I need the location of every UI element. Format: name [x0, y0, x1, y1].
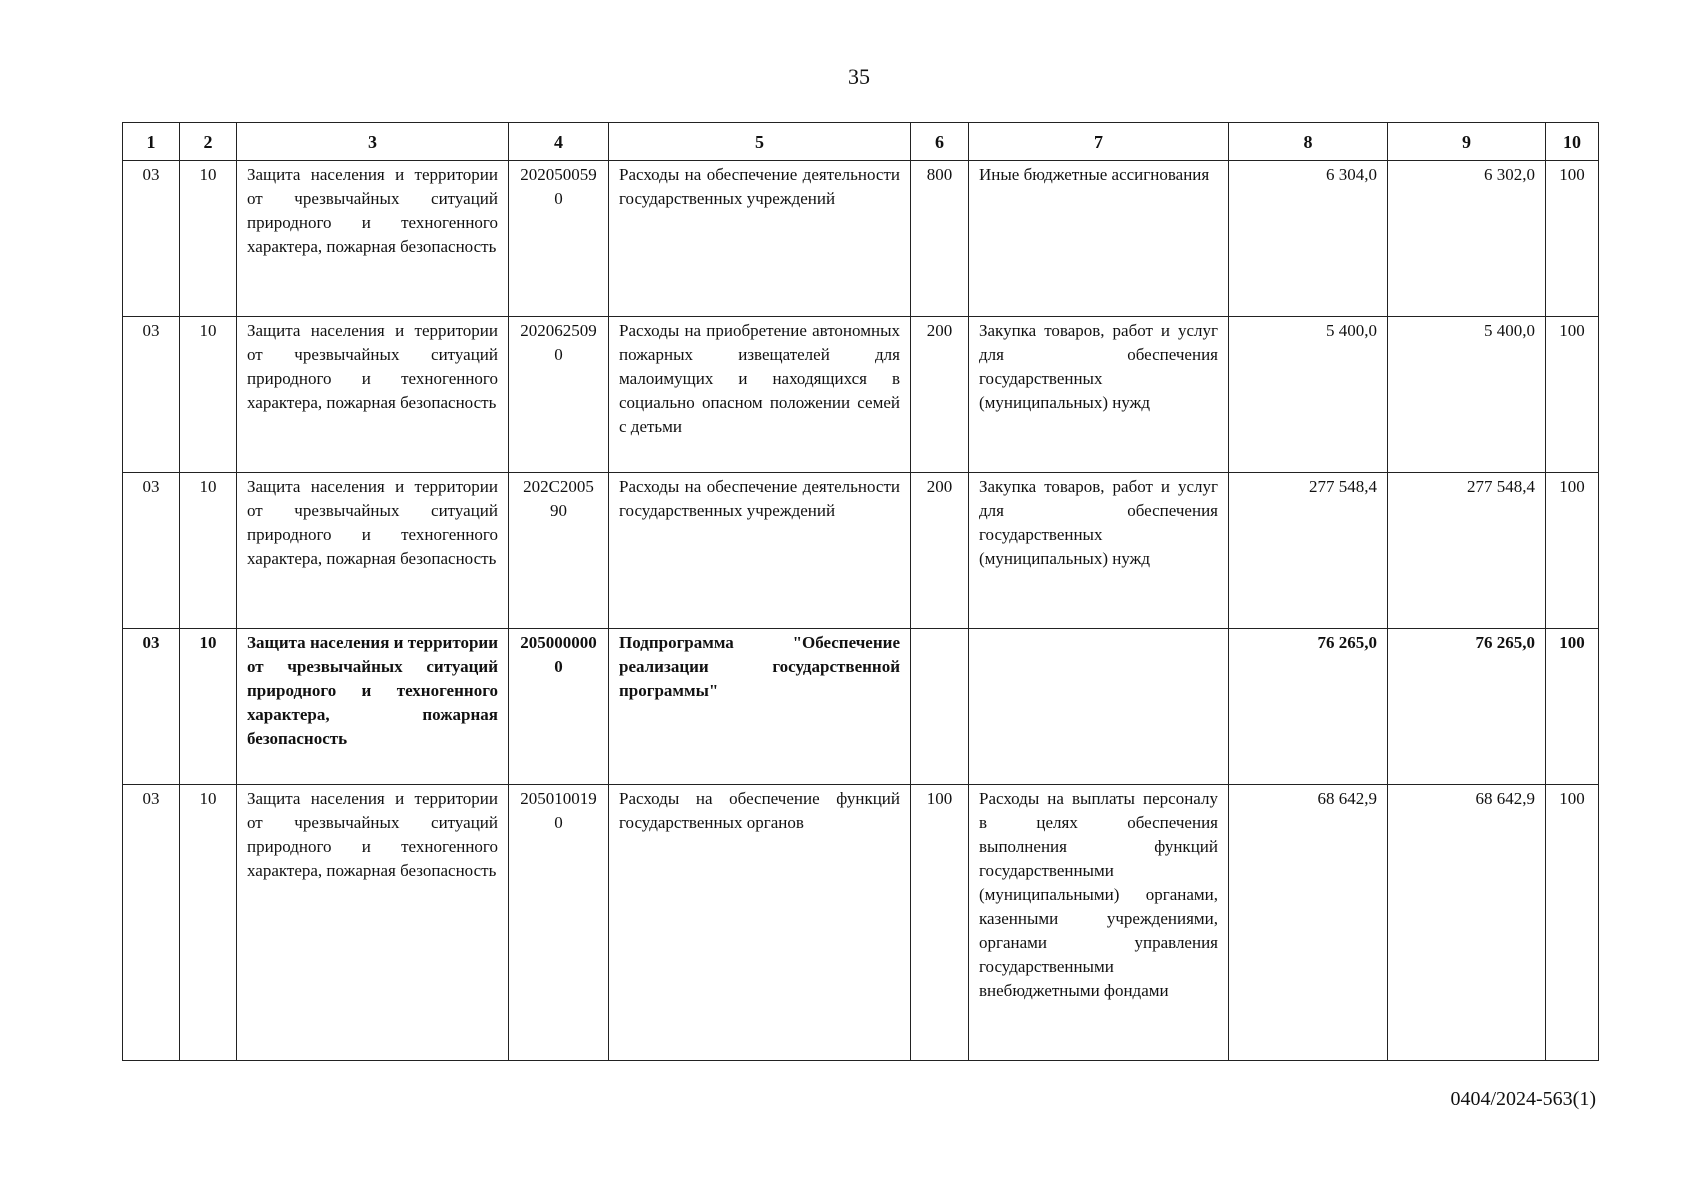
target-code: 2050000000: [509, 629, 609, 785]
target-code: 2020625090: [509, 317, 609, 473]
table-row: [123, 785, 1599, 1061]
planned-amount: 68 642,9: [1229, 785, 1388, 1061]
table-row: [123, 317, 1599, 473]
target-name: Расходы на обеспечение деятельности государственных учреждений: [609, 473, 911, 629]
expense-type-name: Иные бюджетные ассигнования: [969, 161, 1229, 317]
header-cell: 2: [180, 123, 237, 161]
target-code: 2050100190: [509, 785, 609, 1061]
document-code: 0404/2024-563(1): [1450, 1088, 1596, 1110]
execution-percent: 100: [1546, 629, 1599, 785]
target-code: 202С200590: [509, 473, 609, 629]
header-cell: 4: [509, 123, 609, 161]
target-name: Расходы на обеспечение деятельности государственных учреждений: [609, 161, 911, 317]
header-cell: 7: [969, 123, 1229, 161]
execution-percent: 100: [1546, 785, 1599, 1061]
header-cell: 3: [237, 123, 509, 161]
target-code: 2020500590: [509, 161, 609, 317]
target-name: Подпрограмма "Обеспечение реализации государственной программы": [609, 629, 911, 785]
header-cell: 8: [1229, 123, 1388, 161]
section-name: Защита населения и территории от чрезвычайных ситуаций природного и техногенного характера, пожарная безопасность: [237, 161, 509, 317]
execution-percent: 100: [1546, 161, 1599, 317]
expense-type-name: Закупка товаров, работ и услуг для обеспечения государственных (муниципальных) нужд: [969, 317, 1229, 473]
table-body: [123, 161, 1599, 1061]
header-cell: 10: [1546, 123, 1599, 161]
expense-type-name: Расходы на выплаты персоналу в целях обеспечения выполнения функций государственными (муниципальными) органами, казенными учреждениями, органами управления государственными внебюджетными фондами: [969, 785, 1229, 1061]
subsection-code: 10: [180, 629, 237, 785]
target-name: Расходы на обеспечение функций государственных органов: [609, 785, 911, 1061]
planned-amount: 5 400,0: [1229, 317, 1388, 473]
expense-type-code: [911, 629, 969, 785]
subsection-code: 10: [180, 317, 237, 473]
executed-amount: 6 302,0: [1388, 161, 1546, 317]
table-row: [123, 161, 1599, 317]
planned-amount: 6 304,0: [1229, 161, 1388, 317]
expense-type-code: 200: [911, 317, 969, 473]
section-code: 03: [123, 473, 180, 629]
executed-amount: 68 642,9: [1388, 785, 1546, 1061]
expense-type-code: 100: [911, 785, 969, 1061]
section-name: Защита населения и территории от чрезвычайных ситуаций природного и техногенного характера, пожарная безопасность: [237, 317, 509, 473]
subsection-code: 10: [180, 473, 237, 629]
section-code: 03: [123, 161, 180, 317]
section-code: 03: [123, 785, 180, 1061]
executed-amount: 277 548,4: [1388, 473, 1546, 629]
execution-percent: 100: [1546, 317, 1599, 473]
header-cell: 5: [609, 123, 911, 161]
expense-type-name: [969, 629, 1229, 785]
execution-percent: 100: [1546, 473, 1599, 629]
executed-amount: 5 400,0: [1388, 317, 1546, 473]
expense-type-name: Закупка товаров, работ и услуг для обеспечения государственных (муниципальных) нужд: [969, 473, 1229, 629]
table-header: [123, 123, 1599, 161]
page-number: 35: [848, 64, 870, 89]
section-code: 03: [123, 317, 180, 473]
header-cell: 9: [1388, 123, 1546, 161]
executed-amount: 76 265,0: [1388, 629, 1546, 785]
section-code: 03: [123, 629, 180, 785]
section-name: Защита населения и территории от чрезвычайных ситуаций природного и техногенного характера, пожарная безопасность: [237, 629, 509, 785]
subsection-code: 10: [180, 785, 237, 1061]
planned-amount: 76 265,0: [1229, 629, 1388, 785]
header-row: [123, 123, 1599, 161]
header-cell: 1: [123, 123, 180, 161]
planned-amount: 277 548,4: [1229, 473, 1388, 629]
table-row: [123, 473, 1599, 629]
section-name: Защита населения и территории от чрезвычайных ситуаций природного и техногенного характера, пожарная безопасность: [237, 473, 509, 629]
target-name: Расходы на приобретение автономных пожарных извещателей для малоимущих и находящихся в социально опасном положении семей с детьми: [609, 317, 911, 473]
table-row-subtotal: [123, 629, 1599, 785]
section-name: Защита населения и территории от чрезвычайных ситуаций природного и техногенного характера, пожарная безопасность: [237, 785, 509, 1061]
expense-type-code: 200: [911, 473, 969, 629]
subsection-code: 10: [180, 161, 237, 317]
header-cell: 6: [911, 123, 969, 161]
budget-table: [122, 122, 1599, 1061]
expense-type-code: 800: [911, 161, 969, 317]
